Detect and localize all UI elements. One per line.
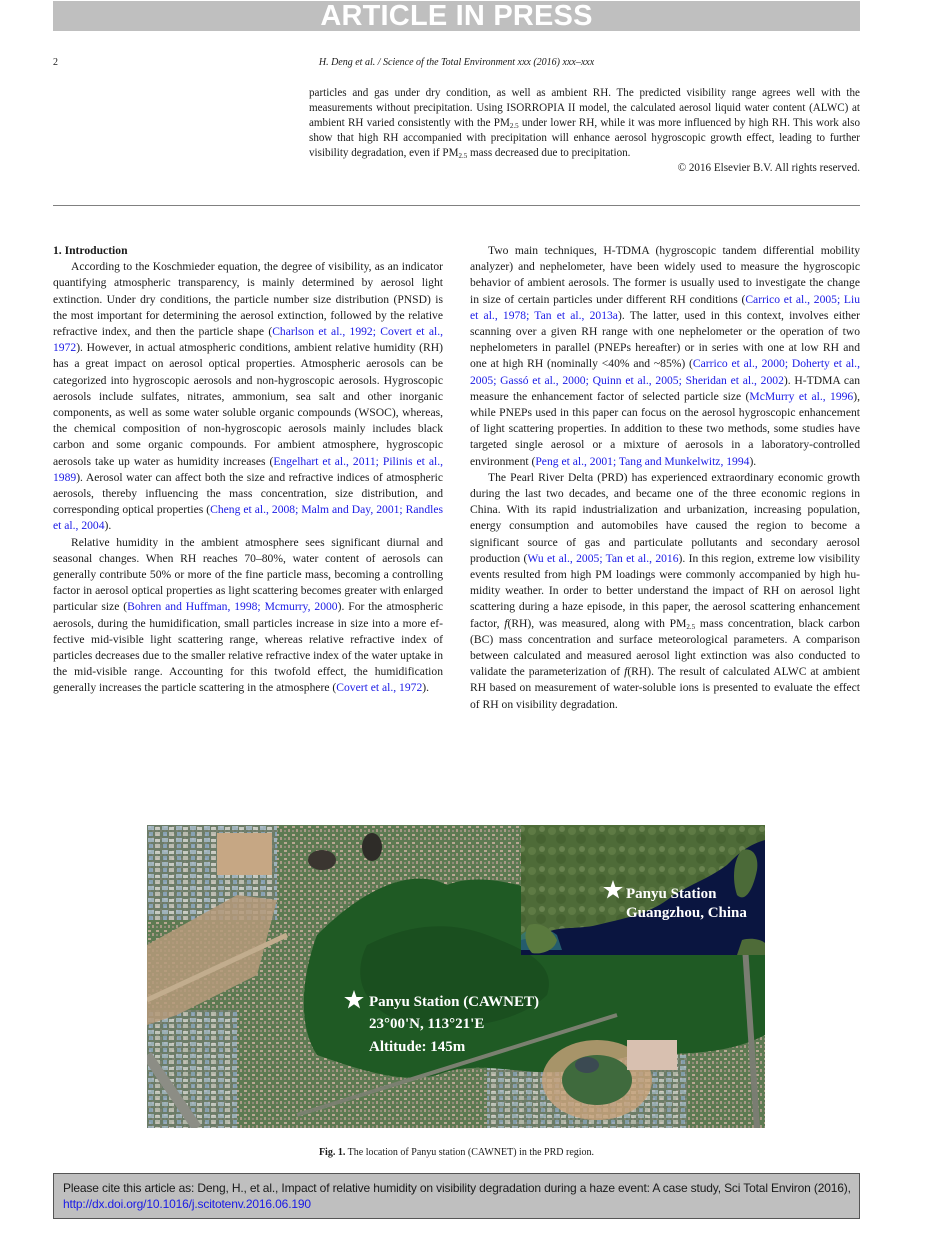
satellite-image — [147, 825, 765, 1128]
figure-label: Fig. 1. — [318, 1147, 346, 1158]
function-symbol: f — [624, 665, 628, 679]
doi-link[interactable]: http://dx.doi.org/10.1016/j.scitotenv.2016.06.190 — [63, 1197, 311, 1211]
section-heading: 1. Introduction — [53, 244, 128, 257]
text: ). — [749, 454, 757, 468]
citation-text: Please cite this article as: Deng, H., et al., Impact of relative humidity on visibility degradation during a haze event: A case study, Sci Total Environ (2016), — [63, 1181, 851, 1195]
right-column — [470, 243, 860, 713]
left-column — [53, 243, 443, 697]
function-symbol: f — [504, 616, 508, 630]
text: (RH), was measured, along with PM — [507, 616, 687, 630]
text: ). Aerosol water can affect both the size and refractive indices of atmospheric aerosols, thereby influencing the mass concentration, size distribution, and corresponding optical properties ( — [53, 470, 443, 517]
figure-caption — [53, 1147, 860, 1158]
abstract-segment: under lower RH, while it was more influenced by high RH. This work also show that high RH accompanied with precipitation will enhance aerosol hygroscopic growth effect, leading to further visibility degradation, even if PM — [309, 117, 860, 159]
citation-text-wrapper — [54, 1174, 859, 1212]
inset-label-line2: Guangzhou, China — [626, 905, 747, 921]
page-number: 2 — [53, 57, 58, 68]
text: Two main techniques, H-TDMA (hygroscopic tandem differential mobility analyzer) and nephelometer, have been widely used to measure the hygroscopic behavior of ambient aerosols. The former is usually used to investigate the change in size of certain particles under different RH conditions ( — [470, 244, 860, 306]
station-label-line3: Altitude: 145m — [369, 1039, 466, 1055]
text: mass concentration, black carbon (BC) mass concentration and surface meteorological parameters. A comparison between calculated and measured aerosol light extinction was also conducted to validate the parameterization of — [470, 616, 860, 679]
text: ). H-TDMA can measure the enhancement factor of selected particle size ( — [470, 373, 861, 403]
station-label-line1: Panyu Station (CAWNET) — [369, 994, 540, 1010]
citation-link[interactable]: Cheng et al., 2008; Malm and Day, 2001; Randles et al., 2004 — [53, 503, 443, 533]
subscript: 2.5 — [686, 622, 696, 631]
citation-link[interactable]: Carrico et al., 2005; Liu et al., 1978; Tan et al., 2013a — [470, 292, 860, 322]
figure-1-satellite-map — [147, 825, 765, 1128]
paragraph — [53, 535, 443, 697]
section-divider — [53, 205, 860, 206]
abstract-segment: particles and gas under dry condition, as well as ambient RH. The predicted visibility range agrees well with the measurements without precipitation. Using ISORROPIA II model, the calculated aerosol liquid water content (ALWC) at ambient RH varied consistently with the PM — [309, 87, 860, 129]
station-label-line2: 23°00'N, 113°21'E — [369, 1016, 485, 1032]
citation-box — [53, 1173, 860, 1219]
citation-link[interactable]: Peng et al., 2001; Tang and Munkelwitz, 1994 — [535, 454, 750, 468]
citation-link[interactable]: Engelhart et al., 2011; Pilinis et al., 1989 — [53, 454, 443, 484]
citation-link[interactable]: Wu et al., 2005; Tan et al., 2016 — [527, 551, 679, 565]
citation-link[interactable]: McMurry et al., 1996 — [749, 389, 854, 403]
text: ). In this region, extreme low visibility events resulted from high PM loadings were commonly accompanied by high humidity weather. In order to better understand the impact of RH on aerosol light scattering during a haze episode, in this paper, the aerosol scattering enhancement factor, — [470, 551, 861, 630]
subscript: 2.5 — [509, 122, 519, 130]
text: ). — [422, 681, 430, 695]
banner-text: ARTICLE IN PRESS — [320, 0, 593, 32]
text: ). For the atmospheric aerosols, during the humidification, small particles increase in size into a more effective mid-visible light scattering range, whereas relative refractive index of particles decreases due to the smaller relative refractive index of the water uptake in the mid-visible range. Accounting for this twofold effect, the humidification generally increases the particle scattering in the atmosphere ( — [53, 600, 443, 695]
abstract-segment: mass decreased due to precipitation. — [467, 147, 631, 159]
copyright-line: © 2016 Elsevier B.V. All rights reserved. — [677, 162, 860, 174]
citation-link[interactable]: Covert et al., 1972 — [336, 681, 423, 695]
paragraph — [470, 470, 860, 713]
article-in-press-banner — [53, 1, 860, 31]
text: ). — [104, 519, 112, 533]
text: The Pearl River Delta (PRD) has experienced extraordinary economic growth during the last two decades, and became one of the three economic regions in China. With its rapid industrialization and urbanization, increasing population, energy consumption and automobiles have caused the region to become a significant source of gas and particulate pollutants and secondary aerosol production ( — [470, 470, 860, 565]
text: Relative humidity in the ambient atmosphere sees significant diurnal and seasonal changes. When RH reaches 70–80%, water content of aerosols can generally contribute 50% or more of the fine particle mass, becoming a controlling factor in aerosol optical properties as light scattering becomes greater with enlarged particular size ( — [53, 535, 443, 614]
citation-link[interactable]: Bohren and Huffman, 1998; Mcmurry, 2000 — [127, 600, 338, 614]
text: ). The latter, used in this context, involves either scanning over a given RH range with one nephelometer or the operation of two nephelometers in parallel (PNEPs hereafter) or in series with one at low RH and one at high RH (nominally <40% and ~85%) ( — [470, 308, 861, 371]
text: According to the Koschmieder equation, the degree of visibility, as an indicator quantifying atmospheric transparency, is mainly determined by aerosol light extinction. Under dry conditions, the particle number size distribution (PNSD) is the most important for determining the aerosol extinction, followed by the relative refractive index, and then the particle shape ( — [53, 260, 443, 339]
paragraph — [470, 243, 860, 470]
text: (RH). The result of calculated ALWC at ambient RH based on measurement of water-soluble ions is presented to evaluate the effect of RH on visibility degradation. — [470, 665, 861, 711]
text: ). However, in actual atmospheric conditions, ambient relative humidity (RH) has a great impact on aerosol optical properties. Atmospheric aerosols can be categorized into hygroscopic aerosols and non-hygroscopic aerosols. Hygroscopic aerosols include sulfates, nitrates, ammonium, sea salt and other inorganic components, as well as some water soluble organic compounds (WSOC), whereas, the chemical composition of non-hygroscopic aerosols mainly includes black carbon and some organic compounds. For ambient atmosphere, hygroscopic aerosols take up water as humidity increases ( — [53, 341, 443, 468]
paragraph — [53, 259, 443, 534]
text: ), while PNEPs used in this paper can focus on the aerosol hygroscopic enhancement of light scattering properties. In addition to these two methods, some studies have targeted single aerosol or a mixture of aerosols in a laboratory-controlled environment ( — [470, 389, 860, 468]
subscript: 2.5 — [458, 152, 468, 160]
citation-link[interactable]: Charlson et al., 1992; Covert et al., 1972 — [53, 325, 443, 355]
journal-line: H. Deng et al. / Science of the Total Environment xxx (2016) xxx–xxx — [318, 57, 595, 68]
citation-link[interactable]: Carrico et al., 2000; Doherty et al., 2005; Gassó et al., 2000; Quinn et al., 2005; Sheridan et al., 2002 — [470, 357, 860, 387]
figure-caption-text: The location of Panyu station (CAWNET) in the PRD region. — [345, 1147, 595, 1158]
abstract-text — [309, 86, 860, 161]
inset-label-line1: Panyu Station — [626, 886, 717, 902]
abstract-continuation — [309, 86, 860, 176]
